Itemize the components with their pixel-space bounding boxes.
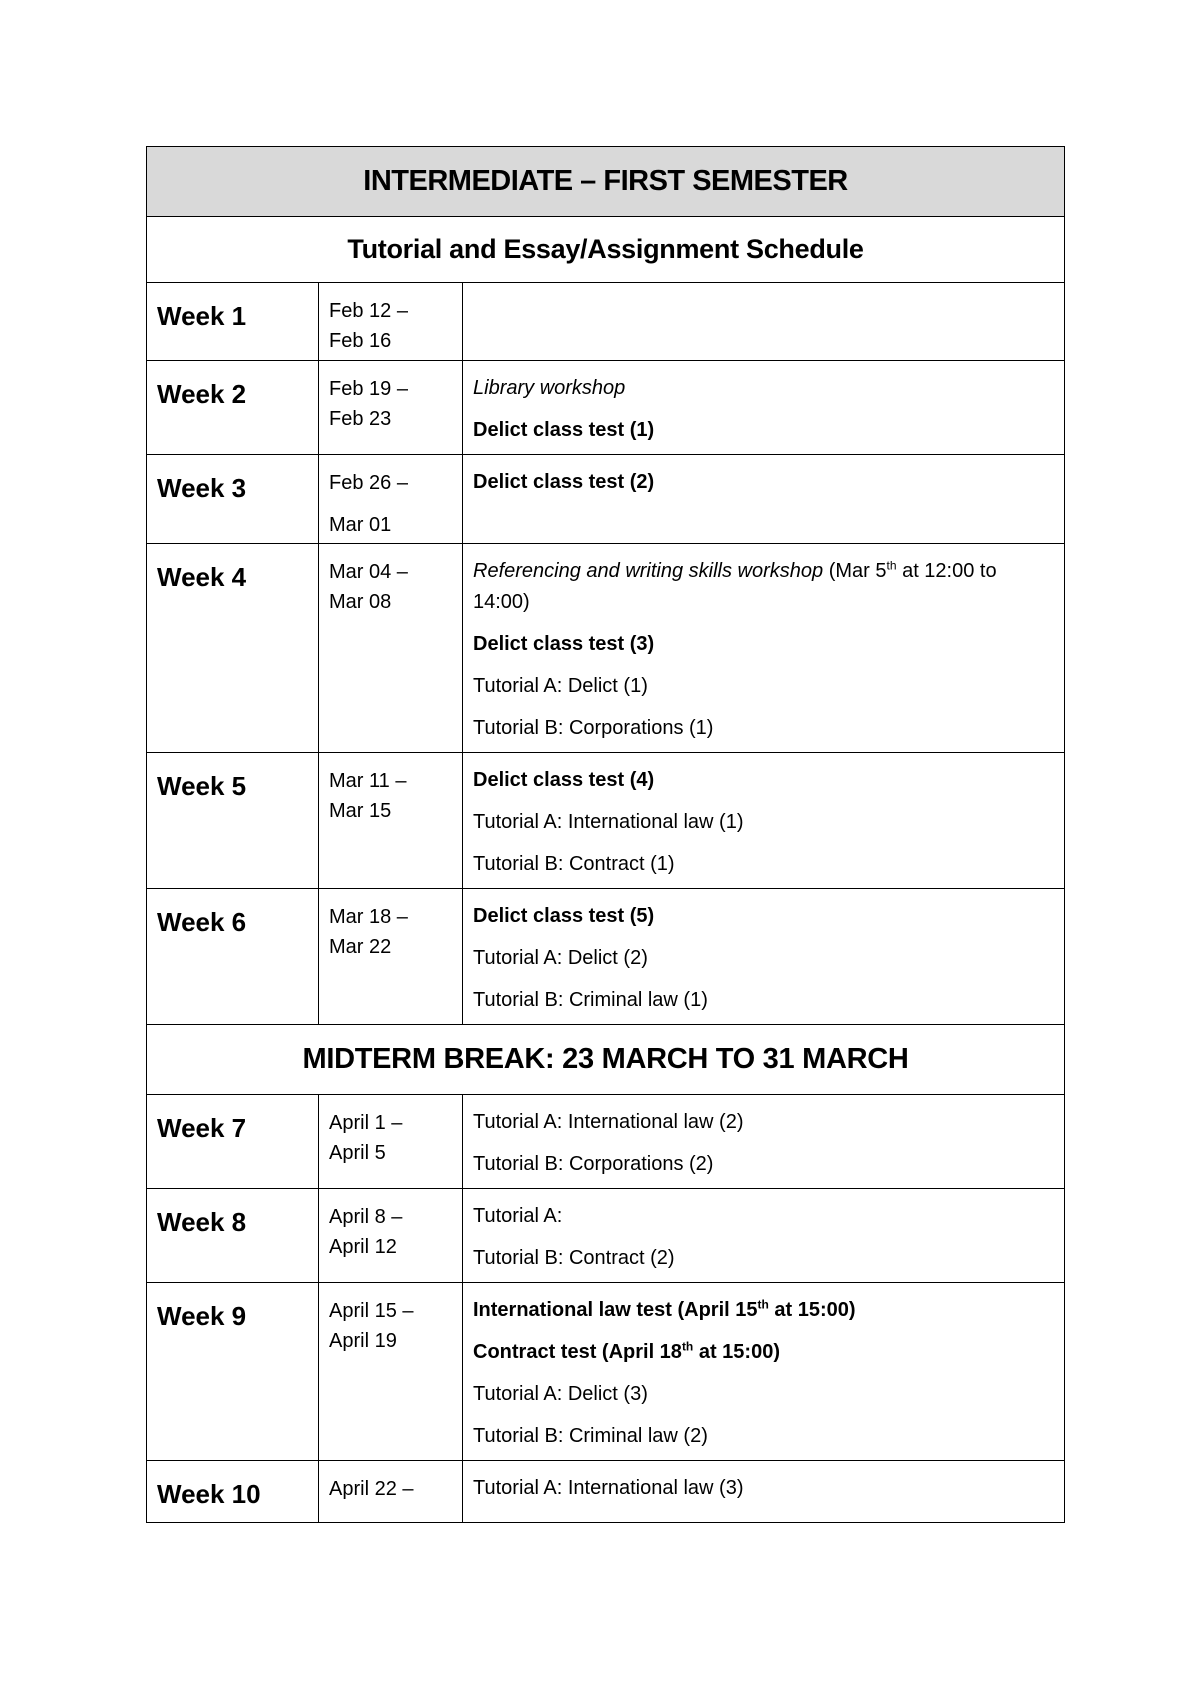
document-title: INTERMEDIATE – FIRST SEMESTER xyxy=(147,147,1065,217)
week-row xyxy=(147,1189,1065,1283)
week-dates xyxy=(319,283,463,361)
activity-item: Tutorial A: International law (2) xyxy=(473,1111,744,1133)
week-activities xyxy=(463,1283,1065,1461)
week-label: Week 10 xyxy=(147,1461,319,1523)
date-line: April 15 – xyxy=(329,1300,414,1322)
week-label: Week 1 xyxy=(147,283,319,361)
week-row xyxy=(147,889,1065,1025)
activity-item: Tutorial B: Corporations (1) xyxy=(473,717,714,739)
date-line: April 19 xyxy=(329,1330,397,1352)
activity-item: Tutorial B: Contract (1) xyxy=(473,853,675,875)
week-row xyxy=(147,753,1065,889)
week-dates xyxy=(319,1461,463,1523)
date-line: Mar 04 – xyxy=(329,561,408,583)
week-row xyxy=(147,1461,1065,1523)
week-label: Week 7 xyxy=(147,1095,319,1189)
activity-item: Delict class test (1) xyxy=(473,419,655,441)
week-row xyxy=(147,1283,1065,1461)
activity-item: Library workshop xyxy=(473,377,626,399)
activity-item xyxy=(473,1295,1054,1326)
week-dates xyxy=(319,455,463,544)
midterm-break-label: MIDTERM BREAK: 23 MARCH TO 31 MARCH xyxy=(147,1025,1065,1095)
week-dates xyxy=(319,889,463,1025)
activity-text: Contract test (April 18 xyxy=(473,1341,682,1363)
week-activities xyxy=(463,283,1065,361)
week-label: Week 4 xyxy=(147,544,319,753)
activity-text: Referencing and writing skills workshop xyxy=(473,560,824,582)
week-row xyxy=(147,544,1065,753)
ordinal-suffix: th xyxy=(757,1297,769,1312)
activity-item: Tutorial A: xyxy=(473,1205,563,1227)
week-dates xyxy=(319,361,463,455)
date-line: Feb 19 – xyxy=(329,378,408,400)
activity-item: Tutorial B: Criminal law (1) xyxy=(473,989,708,1011)
ordinal-suffix: th xyxy=(681,1339,694,1354)
week-row xyxy=(147,455,1065,544)
activity-item: Delict class test (3) xyxy=(473,633,655,655)
date-line: April 12 xyxy=(329,1236,397,1258)
week-label: Week 6 xyxy=(147,889,319,1025)
week-activities xyxy=(463,544,1065,753)
date-line: April 5 xyxy=(329,1142,386,1164)
week-activities xyxy=(463,753,1065,889)
week-activities xyxy=(463,455,1065,544)
week-row xyxy=(147,283,1065,361)
date-line: Mar 08 xyxy=(329,591,392,613)
date-line: Mar 01 xyxy=(329,514,392,536)
date-line: Mar 15 xyxy=(329,800,392,822)
activity-item: Tutorial B: Contract (2) xyxy=(473,1247,675,1269)
week-label: Week 3 xyxy=(147,455,319,544)
week-activities xyxy=(463,1095,1065,1189)
activity-text: at 12:00 to 14:00) xyxy=(473,560,997,613)
document-subtitle: Tutorial and Essay/Assignment Schedule xyxy=(147,217,1065,283)
date-line: April 22 – xyxy=(329,1478,414,1500)
date-line: Feb 26 – xyxy=(329,472,408,494)
activity-text: at 15:00) xyxy=(768,1299,856,1321)
week-dates xyxy=(319,753,463,889)
activity-item: Tutorial A: Delict (2) xyxy=(473,947,648,969)
activity-item: Tutorial A: International law (1) xyxy=(473,811,744,833)
week-row xyxy=(147,1095,1065,1189)
schedule-body xyxy=(147,147,1065,1523)
activity-item: Tutorial A: International law (3) xyxy=(473,1477,744,1499)
week-activities xyxy=(463,361,1065,455)
date-line: April 1 – xyxy=(329,1112,403,1134)
date-line: Mar 11 – xyxy=(329,770,407,792)
week-dates xyxy=(319,1095,463,1189)
title-row xyxy=(147,147,1065,217)
date-line: Mar 18 – xyxy=(329,906,408,928)
week-label: Week 5 xyxy=(147,753,319,889)
activity-item: Tutorial A: Delict (3) xyxy=(473,1383,648,1405)
week-activities xyxy=(463,1461,1065,1523)
week-dates xyxy=(319,1283,463,1461)
activity-text: (Mar 5 xyxy=(823,560,887,582)
date-line: April 8 – xyxy=(329,1206,403,1228)
week-row xyxy=(147,361,1065,455)
date-line: Feb 16 xyxy=(329,330,392,352)
activity-text: at 15:00) xyxy=(693,1341,780,1363)
week-activities xyxy=(463,889,1065,1025)
date-line: Feb 12 – xyxy=(329,300,408,322)
activity-item xyxy=(473,1337,1054,1368)
activity-item: Delict class test (2) xyxy=(473,471,655,493)
week-label: Week 8 xyxy=(147,1189,319,1283)
date-line: Mar 22 xyxy=(329,936,392,958)
week-activities xyxy=(463,1189,1065,1283)
activity-item xyxy=(473,556,1054,618)
activity-item: Delict class test (4) xyxy=(473,769,655,791)
activity-item: Delict class test (5) xyxy=(473,905,655,927)
midterm-break-row xyxy=(147,1025,1065,1095)
activity-item: Tutorial B: Corporations (2) xyxy=(473,1153,714,1175)
activity-item: Tutorial A: Delict (1) xyxy=(473,675,648,697)
ordinal-suffix: th xyxy=(886,558,897,573)
activity-text: International law test (April 15 xyxy=(473,1299,758,1321)
activity-item: Tutorial B: Criminal law (2) xyxy=(473,1425,708,1447)
week-dates xyxy=(319,544,463,753)
date-line: Feb 23 xyxy=(329,408,392,430)
week-dates xyxy=(319,1189,463,1283)
week-label: Week 2 xyxy=(147,361,319,455)
schedule-table xyxy=(146,146,1065,1523)
week-label: Week 9 xyxy=(147,1283,319,1461)
subtitle-row xyxy=(147,217,1065,283)
